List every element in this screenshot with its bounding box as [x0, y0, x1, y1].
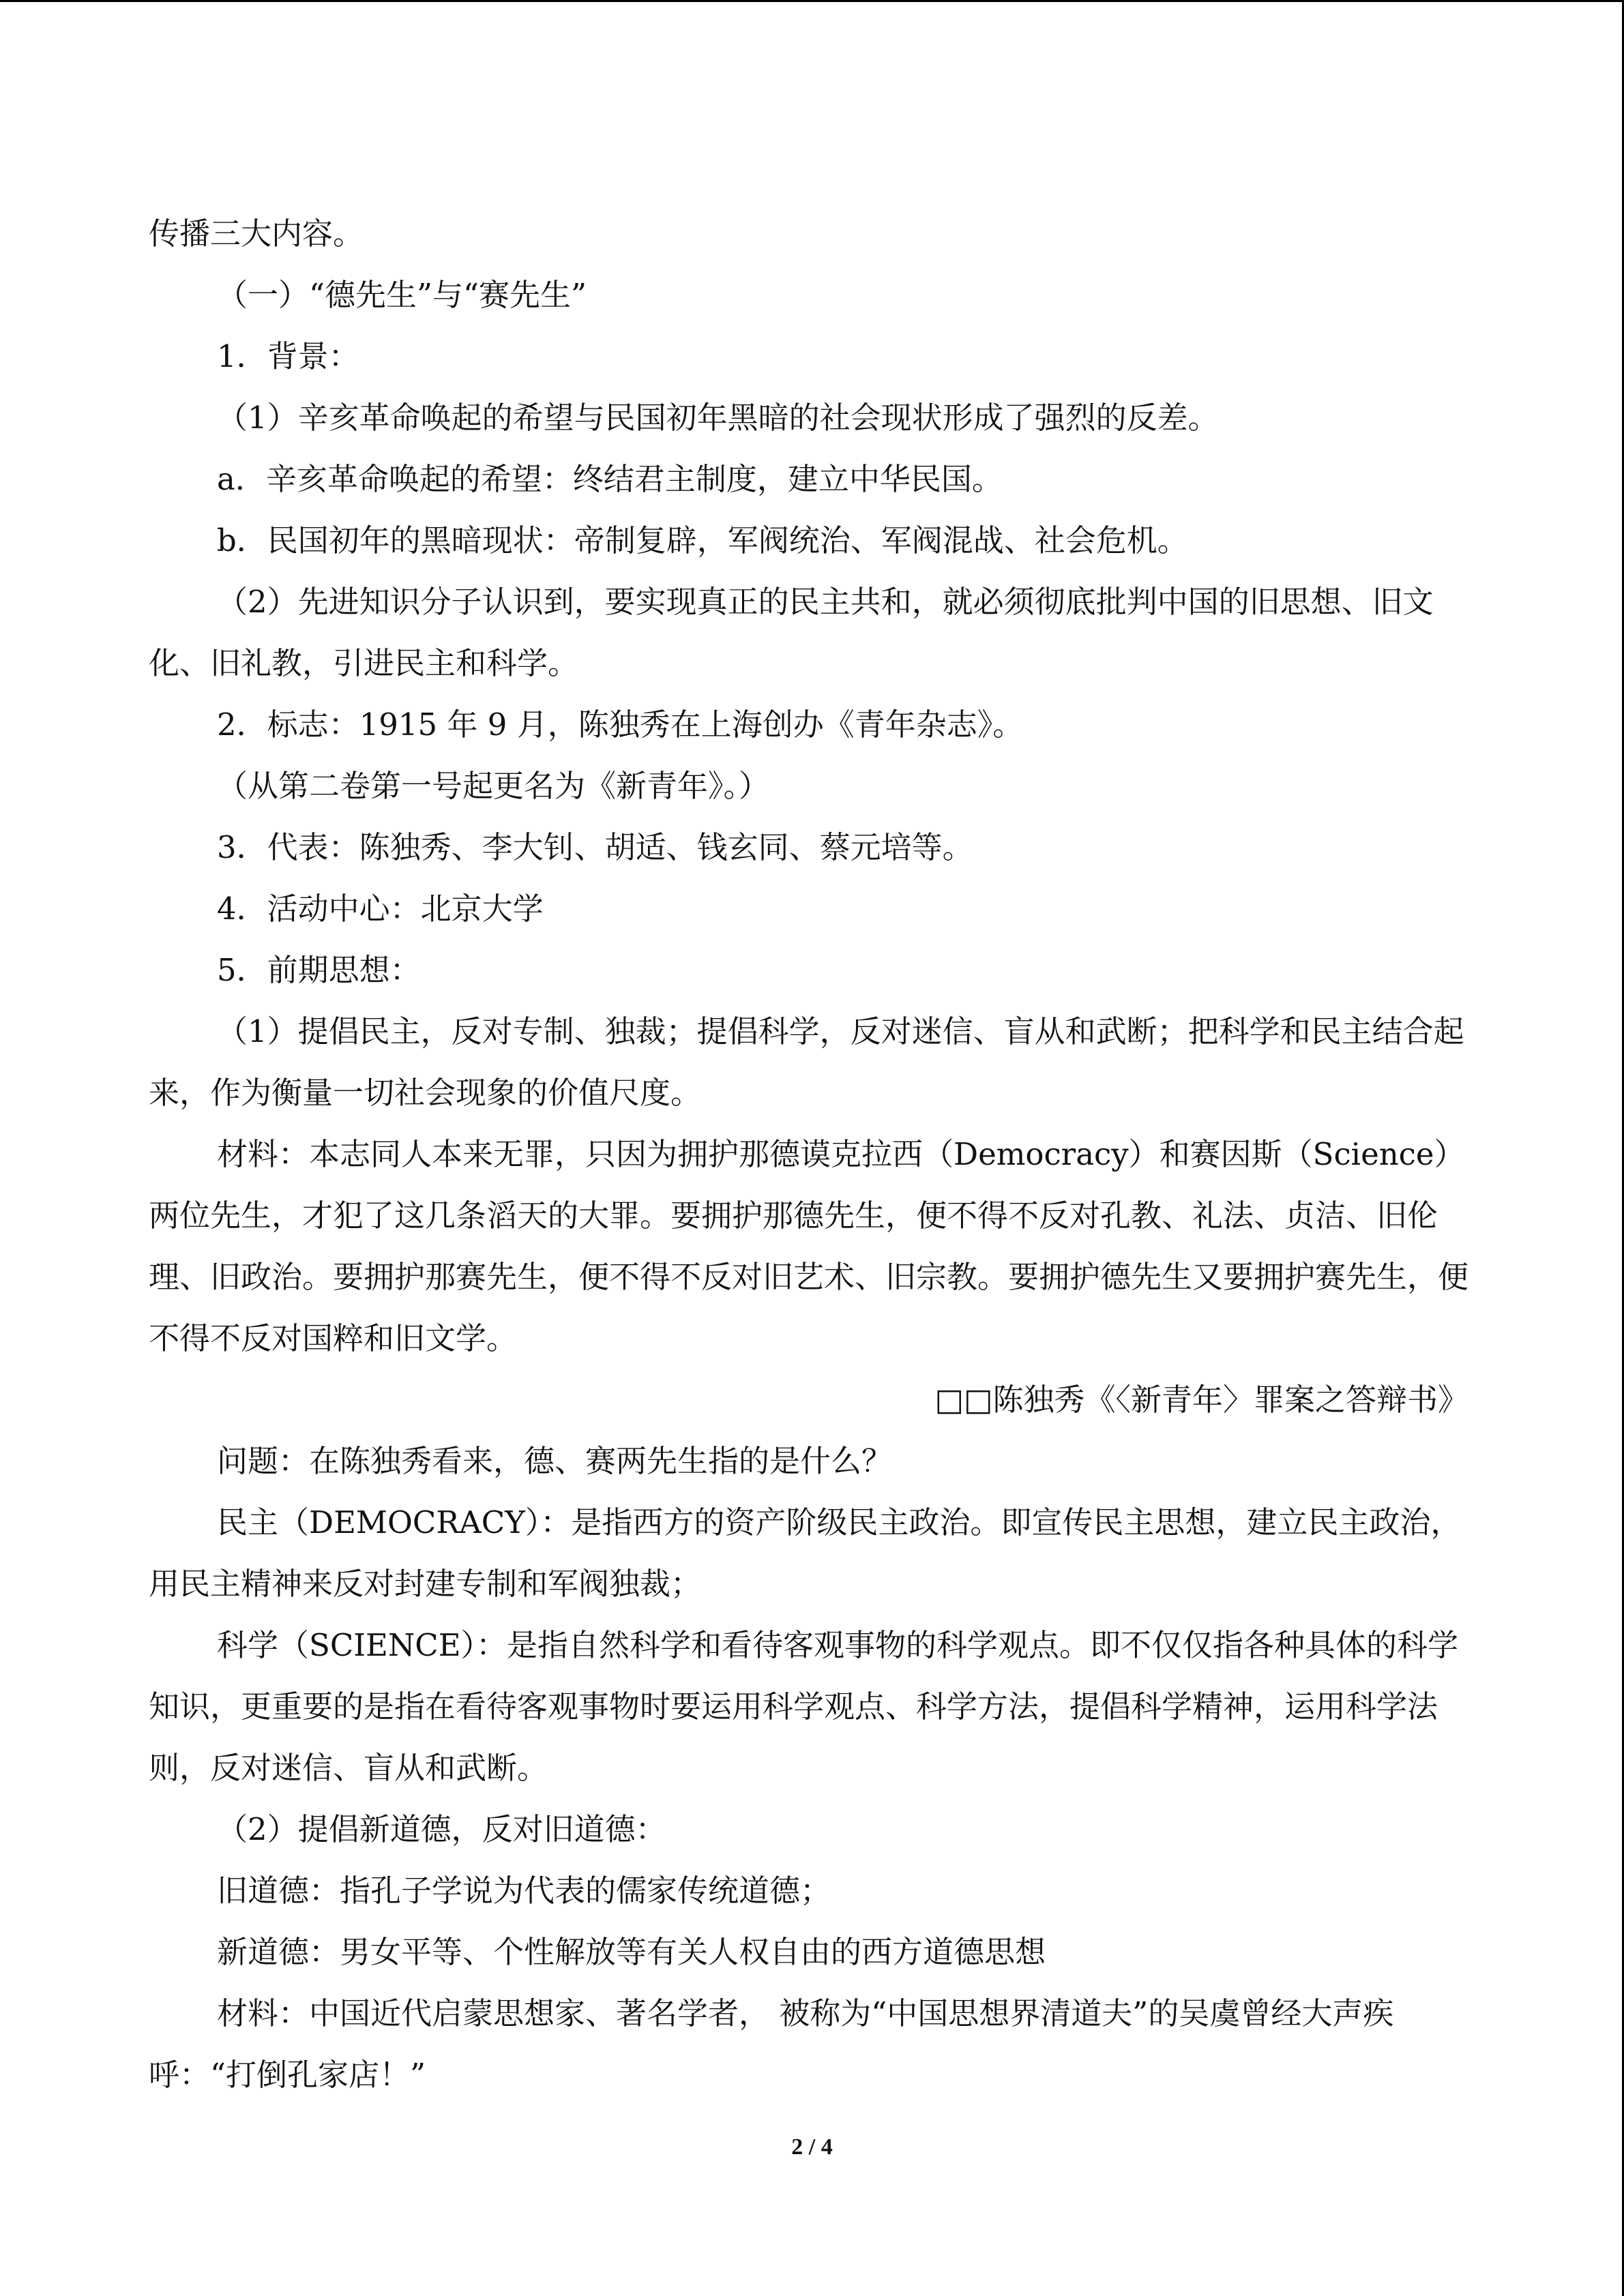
item-activity-center: 4．活动中心：北京大学 — [217, 891, 544, 927]
background-point-a: a．辛亥革命唤起的希望：终结君主制度，建立中华民国。 — [217, 461, 1003, 497]
page-number: 2 / 4 — [791, 2134, 833, 2160]
material-wu-yu: 材料：中国近代启蒙思想家、著名学者， 被称为“中国思想界清道夫”的吴虞曾经大声疾呼：“打倒孔家店！” — [149, 1995, 1394, 2093]
marker-note: （从第二卷第一号起更名为《新青年》。） — [217, 768, 770, 804]
item-representatives: 3．代表：陈独秀、李大钊、胡适、钱玄同、蔡元培等。 — [217, 829, 973, 865]
answer-science: 科学（SCIENCE）：是指自然科学和看待客观事物的科学观点。即不仅仅指各种具体的科学知识，更重要的是指在看待客观事物时要运用科学观点、科学方法，提倡科学精神，运用科学法则，反对迷信、盲从和武断。 — [149, 1627, 1459, 1786]
background-point-2: （2）先进知识分子认识到，要实现真正的民主共和，就必须彻底批判中国的旧思想、旧文化、旧礼教，引进民主和科学。 — [149, 584, 1434, 681]
question: 问题：在陈独秀看来，德、赛两先生指的是什么？ — [217, 1443, 893, 1479]
new-morality: 新道德：男女平等、个性解放等有关人权自由的西方道德思想 — [217, 1934, 1046, 1970]
top-border-line — [0, 0, 1624, 2]
document-body — [149, 203, 1475, 2106]
paragraph-continuation: 传播三大内容。 — [149, 215, 364, 252]
old-morality: 旧道德：指孔子学说为代表的儒家传统道德； — [217, 1873, 831, 1909]
thought-point-2: （2）提倡新道德，反对旧道德： — [217, 1811, 666, 1847]
item-background: 1．背景： — [217, 338, 359, 374]
item-early-thought: 5．前期思想： — [217, 952, 421, 988]
answer-democracy: 民主（DEMOCRACY）：是指西方的资产阶级民主政治。即宣传民主思想，建立民主政治，用民主精神来反对封建专制和军阀独裁； — [149, 1504, 1462, 1602]
quote-source: □□陈独秀《〈新青年〉罪案之答辩书》 — [934, 1382, 1468, 1418]
section-heading-de-sai: （一）“德先生”与“赛先生” — [217, 277, 587, 313]
material-quote: 材料：本志同人本来无罪，只因为拥护那德谟克拉西（Democracy）和赛因斯（Science）两位先生，才犯了这几条滔天的大罪。要拥护那德先生，便不得不反对孔教、礼法、贞洁、旧伦理、旧政治。要拥护那赛先生，便不得不反对旧艺术、旧宗教。要拥护德先生又要拥护赛先生，便不得不反对国粹和旧文学。 — [149, 1136, 1469, 1356]
thought-point-1: （1）提倡民主，反对专制、独裁；提倡科学，反对迷信、盲从和武断；把科学和民主结合起来，作为衡量一切社会现象的价值尺度。 — [149, 1013, 1464, 1111]
background-point-1: （1）辛亥革命唤起的希望与民国初年黑暗的社会现状形成了强烈的反差。 — [217, 400, 1219, 436]
item-marker: 2．标志：1915 年 9 月，陈独秀在上海创办《青年杂志》。 — [217, 706, 1024, 743]
background-point-b: b．民国初年的黑暗现状：帝制复辟，军阀统治、军阀混战、社会危机。 — [217, 522, 1188, 558]
